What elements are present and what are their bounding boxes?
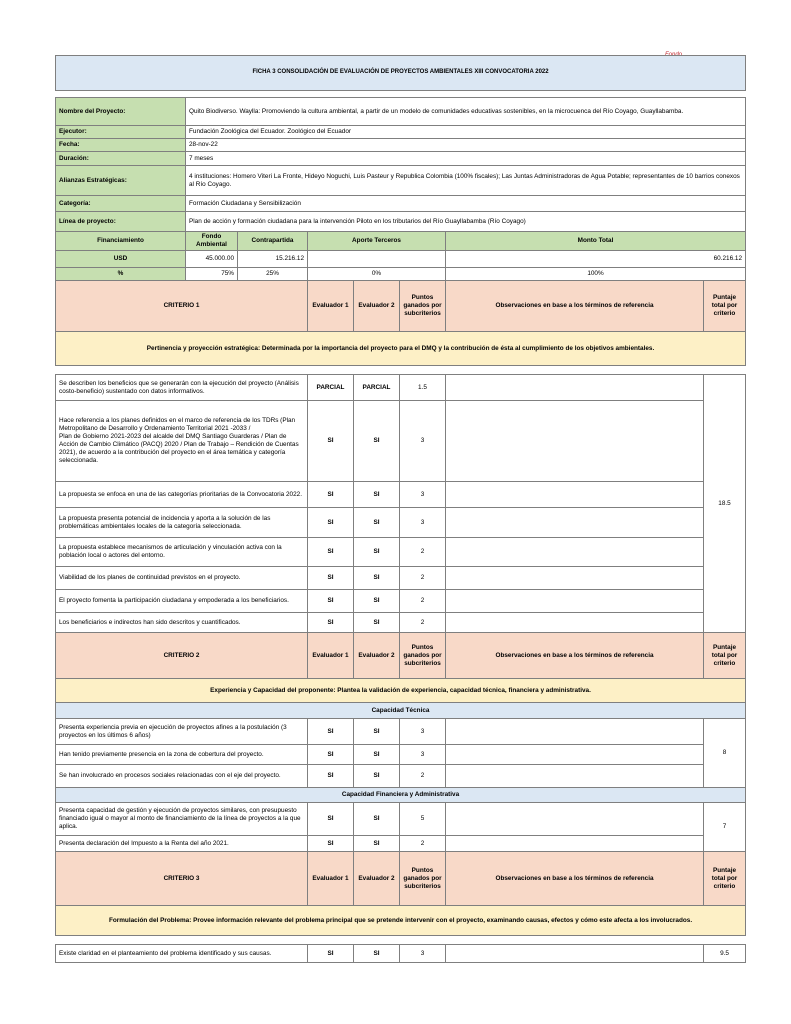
points-value: 5 — [400, 803, 446, 836]
points-value: 2 — [400, 567, 446, 590]
table-row — [56, 836, 746, 852]
criterio-1-subtitle-row — [56, 332, 746, 366]
points-value: 3 — [400, 745, 446, 765]
usd-aporte-terceros — [308, 251, 446, 268]
fondo-ambiental-header: Fondo Ambiental — [186, 232, 238, 251]
points-value: 2 — [400, 765, 446, 788]
table-row — [56, 508, 746, 538]
pct-label: % — [56, 268, 186, 281]
evaluator-2-value: SI — [354, 482, 400, 508]
evaluator-2-header: Evaluador 2 — [354, 633, 400, 679]
document-title: FICHA 3 CONSOLIDACIÓN DE EVALUACIÓN DE PROYECTOS AMBIENTALES XIII CONVOCATORIA 2022 — [56, 56, 746, 91]
duration-value: 7 meses — [186, 152, 746, 166]
project-name-row — [56, 98, 746, 126]
table-row — [56, 745, 746, 765]
points-value: 3 — [400, 482, 446, 508]
observations-value — [446, 508, 704, 538]
usd-fondo-ambiental: 45.000.00 — [186, 251, 238, 268]
table-row — [56, 803, 746, 836]
observations-value — [446, 745, 704, 765]
title-row — [56, 56, 746, 91]
category-label: Categoría: — [56, 196, 186, 212]
financing-header-row — [56, 232, 746, 251]
criterion-text: Presenta capacidad de gestión y ejecución de proyectos similares, con presupuesto financiado igual o mayor al monto de financiamiento de la línea de proyectos a la que aplica. — [56, 803, 308, 836]
project-line-value: Plan de acción y formación ciudadana para la intervención Piloto en los tributarios del Río Guayllabamba (Río Coyago) — [186, 212, 746, 232]
criterion-text: Viabilidad de los planes de continuidad previstos en el proyecto. — [56, 567, 308, 590]
criterio-3-subtitle: Formulación del Problema: Provee información relevante del problema principal que se pretende intervenir con el proyecto, examinando causas, efectos y cómo este afecta a los involucrados. — [56, 906, 746, 936]
criterio-1-header-row — [56, 281, 746, 332]
observations-value — [446, 945, 704, 963]
criterion-text: Se han involucrado en procesos sociales relacionadas con el eje del proyecto. — [56, 765, 308, 788]
observations-value — [446, 803, 704, 836]
evaluator-1-value: SI — [308, 613, 354, 633]
pct-contrapartida: 25% — [238, 268, 308, 281]
total-header: Puntaje total por criterio — [704, 633, 746, 679]
table-row — [56, 375, 746, 401]
criterion-text: La propuesta presenta potencial de incidencia y aporta a la solución de las problemáticas ambientales locales de la categoría seleccionada. — [56, 508, 308, 538]
criterio-2-header-row — [56, 633, 746, 679]
usd-monto-total: 60.216.12 — [446, 251, 746, 268]
points-value: 3 — [400, 719, 446, 745]
criterion-text: El proyecto fomenta la participación ciudadana y empoderada a los beneficiarios. — [56, 590, 308, 613]
fin-capacity-total: 7 — [704, 803, 746, 852]
criterio-1-total: 18.5 — [704, 375, 746, 633]
monto-total-header: Monto Total — [446, 232, 746, 251]
table-row — [56, 538, 746, 567]
criterion-text: Se describen los beneficios que se generarán con la ejecución del proyecto (Análisis costo-beneficio) sustentado con datos informativos. — [56, 375, 308, 401]
alliances-value: 4 instituciones: Homero Viteri La Fronte, Hideyo Noguchi, Luis Pasteur y Republica Colombia (100% fiscales); Las Juntas Administradoras de Agua Potable; representantes de 10 barrios conexos al Río Coyago. — [186, 166, 746, 196]
points-header: Puntos ganados por subcriterios — [400, 281, 446, 332]
date-row — [56, 139, 746, 152]
financing-header: Financiamiento — [56, 232, 186, 251]
points-value: 3 — [400, 945, 446, 963]
evaluator-2-header: Evaluador 2 — [354, 852, 400, 906]
evaluator-1-value: SI — [308, 719, 354, 745]
duration-row — [56, 152, 746, 166]
evaluator-1-value: SI — [308, 508, 354, 538]
points-value: 2 — [400, 836, 446, 852]
financing-usd-row — [56, 251, 746, 268]
points-header: Puntos ganados por subcriterios — [400, 633, 446, 679]
observations-value — [446, 719, 704, 745]
category-row — [56, 196, 746, 212]
criterio-3-title: CRITERIO 3 — [56, 852, 308, 906]
date-label: Fecha: — [56, 139, 186, 152]
criterio-2-subtitle-row — [56, 679, 746, 703]
aporte-terceros-header: Aporte Terceros — [308, 232, 446, 251]
pct-monto-total: 100% — [446, 268, 746, 281]
criterion-text: Los beneficiarios e indirectos han sido descritos y cuantificados. — [56, 613, 308, 633]
pct-fondo-ambiental: 75% — [186, 268, 238, 281]
evaluator-2-value: SI — [354, 590, 400, 613]
tech-capacity-total: 8 — [704, 719, 746, 788]
financing-pct-row — [56, 268, 746, 281]
criterio-3-total: 9.5 — [704, 945, 746, 963]
points-value: 2 — [400, 590, 446, 613]
project-line-label: Línea de proyecto: — [56, 212, 186, 232]
evaluation-table — [55, 55, 746, 963]
criterio-1-title: CRITERIO 1 — [56, 281, 308, 332]
observations-value — [446, 836, 704, 852]
project-line-row — [56, 212, 746, 232]
category-value: Formación Ciudadana y Sensibilización — [186, 196, 746, 212]
table-row — [56, 613, 746, 633]
total-header: Puntaje total por criterio — [704, 281, 746, 332]
evaluator-1-value: PARCIAL — [308, 375, 354, 401]
evaluator-2-value: SI — [354, 567, 400, 590]
evaluator-2-value: SI — [354, 836, 400, 852]
criterion-text: Presenta experiencia previa en ejecución de proyectos afines a la postulación (3 proyectos en los últimos 6 años) — [56, 719, 308, 745]
evaluator-1-header: Evaluador 1 — [308, 281, 354, 332]
criterio-3-header-row — [56, 852, 746, 906]
observations-value — [446, 567, 704, 590]
evaluator-2-value: SI — [354, 401, 400, 482]
evaluator-1-value: SI — [308, 836, 354, 852]
evaluator-2-value: SI — [354, 719, 400, 745]
evaluator-2-value: SI — [354, 613, 400, 633]
points-value: 2 — [400, 613, 446, 633]
table-row — [56, 765, 746, 788]
executor-row — [56, 126, 746, 139]
points-value: 3 — [400, 401, 446, 482]
criterio-2-title: CRITERIO 2 — [56, 633, 308, 679]
table-row — [56, 401, 746, 482]
usd-contrapartida: 15.216.12 — [238, 251, 308, 268]
observations-value — [446, 538, 704, 567]
criterion-text: La propuesta establece mecanismos de articulación y vinculación activa con la población local o actores del entorno. — [56, 538, 308, 567]
evaluator-2-header: Evaluador 2 — [354, 281, 400, 332]
evaluator-2-value: SI — [354, 745, 400, 765]
points-value: 1.5 — [400, 375, 446, 401]
table-row — [56, 945, 746, 963]
evaluator-2-value: PARCIAL — [354, 375, 400, 401]
evaluator-1-value: SI — [308, 803, 354, 836]
evaluator-1-value: SI — [308, 482, 354, 508]
contrapartida-header: Contrapartida — [238, 232, 308, 251]
criterion-text: Han tenido previamente presencia en la zona de cobertura del proyecto. — [56, 745, 308, 765]
table-row — [56, 590, 746, 613]
observations-value — [446, 375, 704, 401]
points-value: 3 — [400, 508, 446, 538]
criterio-1-subtitle: Pertinencia y proyección estratégica: Determinada por la importancia del proyecto para el DMQ y la contribución de ésta al cumplimiento de los objetivos ambientales. — [56, 332, 746, 366]
pct-aporte-terceros: 0% — [308, 268, 446, 281]
table-row — [56, 567, 746, 590]
evaluator-2-value: SI — [354, 765, 400, 788]
criterion-text: Hace referencia a los planes definidos en el marco de referencia de los TDRs (Plan Metropolitano de Desarrollo y Ordenamiento Territorial 2021 -2033 / Plan de Gobierno 2021-2023 del alcalde del DMQ Santiago Guarderas / Plan de Acción de Cambio Climático (PACQ) 2020 / Plan de Trabajo – Rendición de Cuentas 2021), de acuerdo a la contribución del proyecto en el área temática y categoría seleccionada. — [56, 401, 308, 482]
observations-value — [446, 482, 704, 508]
date-value: 28-nov-22 — [186, 139, 746, 152]
evaluator-1-header: Evaluador 1 — [308, 852, 354, 906]
evaluation-sheet — [55, 55, 745, 963]
points-value: 2 — [400, 538, 446, 567]
alliances-label: Alianzas Estratégicas: — [56, 166, 186, 196]
evaluator-2-value: SI — [354, 508, 400, 538]
fin-capacity-row — [56, 788, 746, 803]
observations-value — [446, 590, 704, 613]
criterio-2-subtitle: Experiencia y Capacidad del proponente: Plantea la validación de experiencia, capacidad técnica, financiera y administrativa. — [56, 679, 746, 703]
evaluator-1-value: SI — [308, 945, 354, 963]
executor-value: Fundación Zoológica del Ecuador. Zoológico del Ecuador — [186, 126, 746, 139]
criterio-3-subtitle-row — [56, 906, 746, 936]
table-row — [56, 482, 746, 508]
evaluator-1-value: SI — [308, 745, 354, 765]
observations-header: Observaciones en base a los términos de referencia — [446, 852, 704, 906]
usd-label: USD — [56, 251, 186, 268]
evaluator-1-value: SI — [308, 590, 354, 613]
project-name-label: Nombre del Proyecto: — [56, 98, 186, 126]
duration-label: Duración: — [56, 152, 186, 166]
tech-capacity-row — [56, 703, 746, 719]
evaluator-2-value: SI — [354, 538, 400, 567]
observations-value — [446, 401, 704, 482]
fin-capacity-title: Capacidad Financiera y Administrativa — [56, 788, 746, 803]
total-header: Puntaje total por criterio — [704, 852, 746, 906]
observations-header: Observaciones en base a los términos de referencia — [446, 281, 704, 332]
table-row — [56, 719, 746, 745]
project-name-value: Quito Biodiverso. Waylla: Promoviendo la cultura ambiental, a partir de un modelo de comunidades educativas sostenibles, en la microcuenca del Río Coyago, Guayllabamba. — [186, 98, 746, 126]
evaluator-2-value: SI — [354, 803, 400, 836]
criterion-text: Existe claridad en el planteamiento del problema identificado y sus causas. — [56, 945, 308, 963]
observations-value — [446, 765, 704, 788]
points-header: Puntos ganados por subcriterios — [400, 852, 446, 906]
evaluator-1-header: Evaluador 1 — [308, 633, 354, 679]
evaluator-1-value: SI — [308, 538, 354, 567]
evaluator-2-value: SI — [354, 945, 400, 963]
criterion-text: La propuesta se enfoca en una de las categorías prioritarias de la Convocatoria 2022. — [56, 482, 308, 508]
executor-label: Ejecutor: — [56, 126, 186, 139]
tech-capacity-title: Capacidad Técnica — [56, 703, 746, 719]
alliances-row — [56, 166, 746, 196]
evaluator-1-value: SI — [308, 401, 354, 482]
observations-value — [446, 613, 704, 633]
observations-header: Observaciones en base a los términos de referencia — [446, 633, 704, 679]
evaluator-1-value: SI — [308, 567, 354, 590]
evaluator-1-value: SI — [308, 765, 354, 788]
criterion-text: Presenta declaración del Impuesto a la Renta del año 2021. — [56, 836, 308, 852]
